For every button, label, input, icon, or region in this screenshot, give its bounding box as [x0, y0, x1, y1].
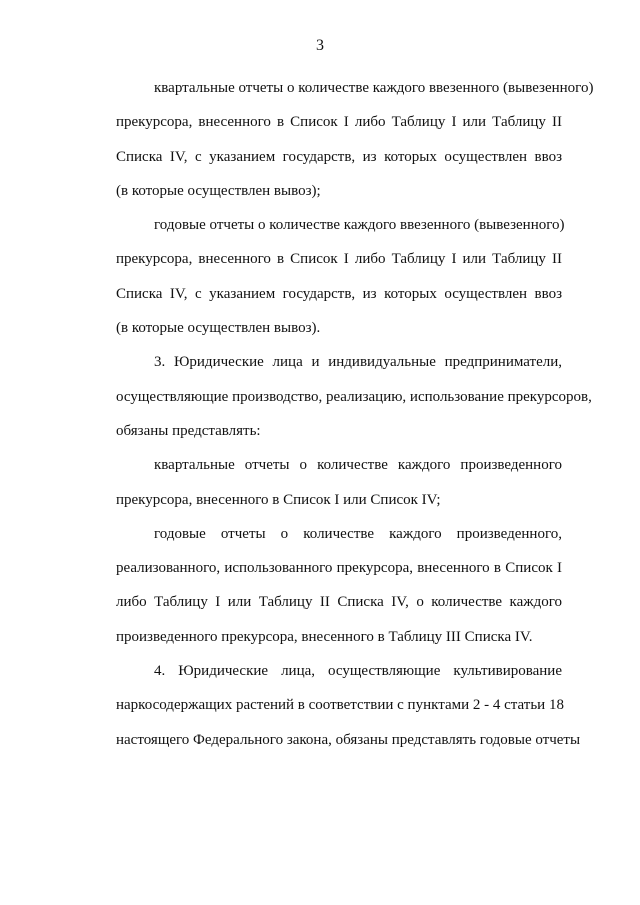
text-line: 3. Юридические лица и индивидуальные предприниматели,: [154, 354, 562, 371]
text-line: осуществляющие производство, реализацию, использование прекурсоров,: [116, 388, 592, 405]
paragraph-annual-import-export-reports: [78, 208, 565, 345]
text-line: квартальные отчеты о количестве каждого произведенного: [154, 457, 562, 474]
text-line: реализованного, использованного прекурсора, внесенного в Список I: [116, 560, 562, 577]
text-line: (в которые осуществлен вывоз);: [116, 182, 321, 199]
text-line: 4. Юридические лица, осуществляющие культивирование: [154, 663, 562, 680]
document-body: [78, 71, 594, 757]
paragraph-section-4: [78, 654, 581, 757]
text-line: Списка IV, с указанием государств, из которых осуществлен ввоз: [116, 285, 562, 302]
text-line: прекурсора, внесенного в Список I либо Таблицу I или Таблицу II: [116, 251, 562, 268]
text-line: прекурсора, внесенного в Список I либо Таблицу I или Таблицу II: [116, 114, 562, 131]
text-line: Списка IV, с указанием государств, из которых осуществлен ввоз: [116, 148, 562, 165]
text-line: обязаны представлять:: [116, 422, 261, 439]
text-line: годовые отчеты о количестве каждого ввезенного (вывезенного): [154, 217, 565, 234]
page-number: 3: [316, 37, 324, 54]
text-line: наркосодержащих растений в соответствии с пунктами 2 - 4 статьи 18: [116, 697, 564, 714]
paragraph-annual-production-reports: [78, 517, 562, 654]
text-line: либо Таблицу I или Таблицу II Списка IV, о количестве каждого: [116, 594, 562, 611]
text-line: произведенного прекурсора, внесенного в Таблицу III Списка IV.: [116, 628, 533, 645]
text-line: (в которые осуществлен вывоз).: [116, 320, 321, 337]
paragraph-quarterly-import-export-reports: [78, 71, 594, 208]
paragraph-quarterly-production-reports: [78, 448, 562, 517]
text-line: настоящего Федерального закона, обязаны представлять годовые отчеты: [116, 731, 581, 748]
text-line: прекурсора, внесенного в Список I или Список IV;: [116, 491, 441, 508]
paragraph-section-3: [78, 345, 592, 448]
text-line: квартальные отчеты о количестве каждого ввезенного (вывезенного): [154, 80, 594, 96]
text-line: годовые отчеты о количестве каждого произведенного,: [154, 525, 562, 542]
